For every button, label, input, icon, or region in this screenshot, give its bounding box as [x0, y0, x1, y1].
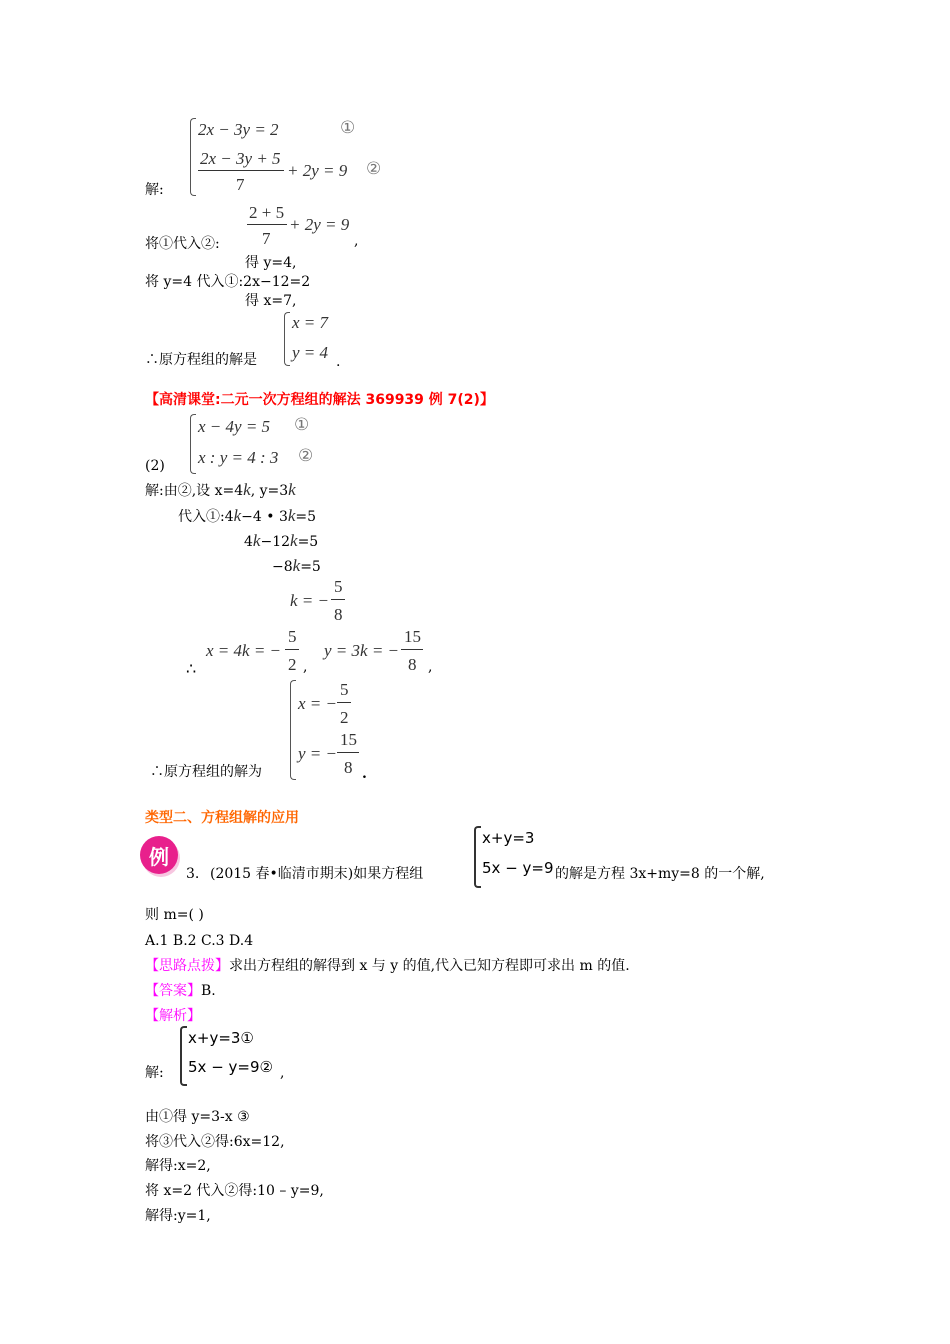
- get-y-line: 得 y=4,: [245, 255, 297, 271]
- solution-statement: ∴原方程组的解是: [145, 352, 257, 368]
- y-equation: y = 3k = −: [324, 641, 400, 660]
- analysis-step-5: 解得:y=1,: [145, 1208, 211, 1224]
- equation-marker-2: ②: [366, 159, 382, 179]
- substitute-y-line: 将 y=4 代入①:2x−12=2: [145, 274, 311, 290]
- step-2-text-c: =5: [295, 509, 317, 525]
- analysis-equation-1: x+y=3①: [188, 1029, 254, 1047]
- solution-x-fraction-line: [337, 702, 351, 703]
- x-denominator: 2: [288, 655, 297, 674]
- solution-dot: .: [336, 354, 341, 370]
- analysis-step-4: 将 x=2 代入②得:10 – y=9,: [145, 1183, 324, 1199]
- analysis-brace: [180, 1026, 187, 1086]
- x-numerator: 5: [288, 627, 297, 646]
- example-equation-2: 5x − y=9: [482, 859, 554, 877]
- solution-y-fraction-line: [337, 752, 359, 753]
- example-question-b: 的解是方程 3x+my=8 的一个解,: [555, 866, 765, 882]
- analysis-step-1: 由①得 y=3-x ③: [145, 1109, 250, 1125]
- solution-x-numerator: 5: [340, 680, 349, 699]
- sub-fraction-line: [247, 224, 287, 225]
- example-number: 3.: [186, 866, 200, 882]
- y-numerator: 15: [404, 627, 421, 646]
- answer-line: [145, 984, 216, 998]
- system-brace-2: [190, 414, 196, 474]
- equation-marker-1: ①: [340, 118, 356, 138]
- fraction-numerator: 2x − 3y + 5: [200, 149, 281, 168]
- analysis-comma: ,: [280, 1065, 285, 1081]
- sub-comma: ,: [354, 233, 359, 249]
- answer-label: 【答案】: [145, 983, 201, 999]
- y-fraction-line: [401, 649, 423, 650]
- step-line-2: [178, 507, 316, 524]
- k-denominator: 8: [334, 605, 343, 624]
- get-x-line: 得 x=7,: [245, 293, 297, 309]
- system-brace-1: [190, 118, 196, 196]
- k-variable: k: [290, 531, 298, 550]
- answer-text: B.: [201, 983, 216, 999]
- x-fraction-line: [285, 649, 299, 650]
- substitute-label: 将①代入②:: [145, 236, 220, 252]
- analysis-equation-2: 5x − y=9②: [188, 1058, 273, 1076]
- subproblem-label: (2): [145, 458, 165, 474]
- solution-y: y = 4: [292, 343, 329, 362]
- hint-text: 求出方程组的解得到 x 与 y 的值,代入已知方程即可求出 m 的值.: [229, 958, 630, 974]
- solution-y-numerator: 15: [340, 730, 357, 749]
- k-variable: k: [287, 506, 296, 525]
- equation-4: x : y = 4 : 3: [198, 448, 279, 467]
- k-variable: k: [252, 531, 261, 550]
- equation-marker-4: ②: [298, 446, 314, 466]
- equation-2-rest: + 2y = 9: [287, 161, 348, 180]
- k-variable: k: [233, 506, 242, 525]
- solution-brace-2: [290, 680, 296, 780]
- example-equation-1: x+y=3: [482, 829, 535, 847]
- k-equation: k = −: [290, 591, 329, 610]
- step-2-text-a: 代入①:4: [178, 509, 234, 525]
- k-variable: k: [243, 480, 251, 499]
- solution-dot-2: .: [362, 766, 367, 782]
- step-4-text-a: −8: [272, 559, 293, 575]
- example-question-a: (2015 春•临清市期末)如果方程组: [210, 866, 424, 882]
- analysis-step-2: 将③代入②得:6x=12,: [145, 1134, 285, 1150]
- example-brace: [474, 826, 481, 888]
- step-4-text-b: =5: [300, 559, 321, 575]
- analysis-label: 【解析】: [145, 1008, 201, 1024]
- fraction-denominator: 7: [236, 175, 245, 194]
- example-question-c: 则 m=( ): [145, 907, 204, 923]
- k-variable: k: [288, 480, 296, 499]
- k-numerator: 5: [334, 577, 343, 596]
- analysis-solution-label: 解:: [145, 1065, 164, 1081]
- solution-x: x = 7: [292, 313, 329, 332]
- x-comma: ,: [303, 659, 308, 675]
- step-line-1: [145, 481, 296, 498]
- solution-brace-1: [284, 312, 290, 366]
- solution-x-denominator: 2: [340, 708, 349, 727]
- equation-marker-3: ①: [294, 415, 310, 435]
- analysis-step-3: 解得:x=2,: [145, 1158, 211, 1174]
- answer-options: A.1 B.2 C.3 D.4: [145, 933, 254, 949]
- y-comma: ,: [428, 659, 433, 675]
- hint-line: [145, 959, 630, 973]
- step-1-text-b: , y=3: [250, 483, 289, 499]
- step-3-text-b: −12: [260, 534, 291, 550]
- section-heading-hd-class: 【高清课堂:二元一次方程组的解法 369939 例 7(2)】: [145, 392, 494, 408]
- solution-statement-2: ∴原方程组的解为: [150, 764, 262, 780]
- therefore-symbol: ∴: [186, 659, 197, 678]
- step-1-text-a: 解:由②,设 x=4: [145, 483, 244, 499]
- equation-1: 2x − 3y = 2: [198, 120, 279, 139]
- section-heading-type-two: 类型二、方程组解的应用: [145, 810, 299, 826]
- equation-3: x − 4y = 5: [198, 417, 271, 436]
- solution-x-2: x = −: [298, 694, 337, 713]
- solution-label: 解:: [145, 182, 164, 198]
- example-badge-icon: 例: [140, 836, 178, 874]
- hint-label: 【思路点拨】: [145, 958, 229, 974]
- step-3-text-c: =5: [297, 534, 319, 550]
- step-line-3: [244, 532, 318, 549]
- y-denominator: 8: [408, 655, 417, 674]
- solution-y-denominator: 8: [344, 758, 353, 777]
- k-fraction-line: [331, 599, 345, 600]
- sub-equation-rest: + 2y = 9: [289, 215, 350, 234]
- step-2-text-b: −4 • 3: [241, 509, 288, 525]
- sub-fraction-numerator: 2 + 5: [249, 203, 285, 222]
- sub-fraction-denominator: 7: [262, 229, 271, 248]
- k-variable: k: [292, 556, 301, 575]
- step-line-4: [272, 557, 321, 574]
- fraction-line: [198, 170, 284, 171]
- solution-y-2: y = −: [298, 744, 337, 763]
- x-equation: x = 4k = −: [206, 641, 282, 660]
- step-3-text-a: 4: [244, 534, 253, 550]
